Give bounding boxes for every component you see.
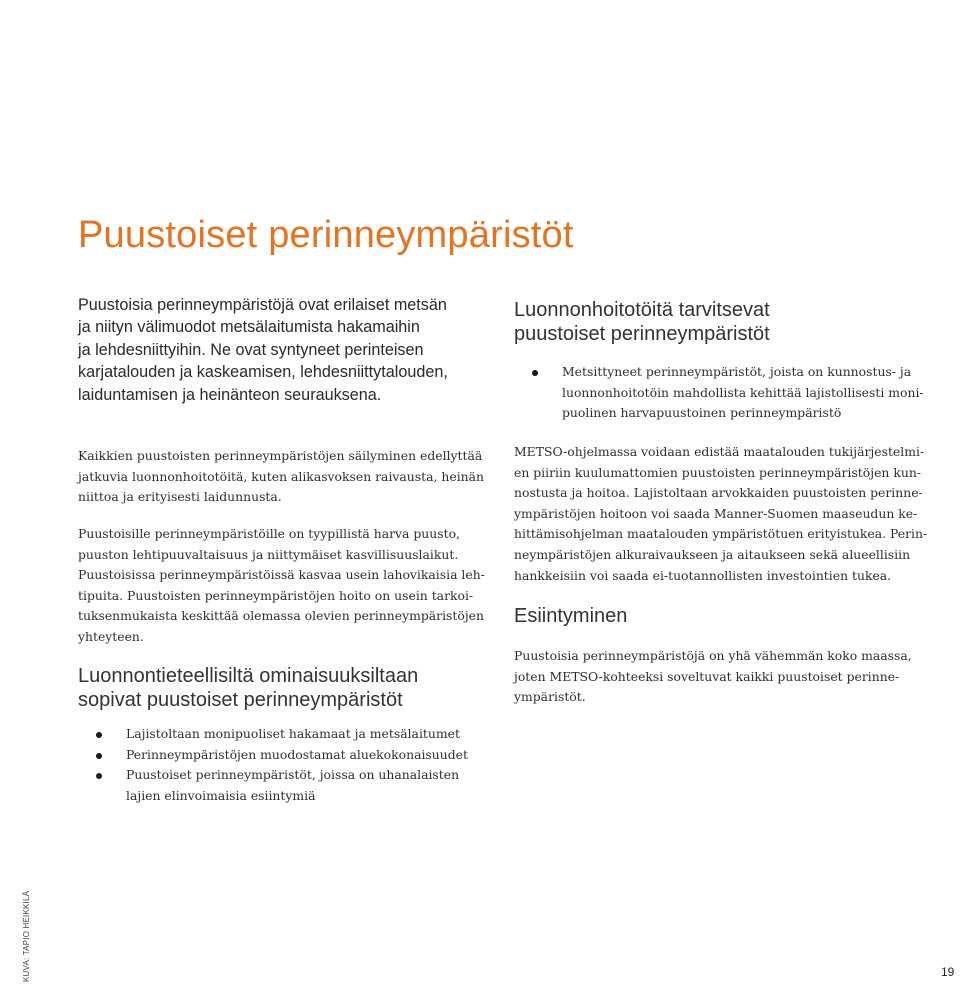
subhead-natural-science — [78, 664, 418, 712]
text-line: tuksenmukaista keskittää olemassa olevien perinneympäristöjen — [78, 608, 484, 624]
bullet-list-suitable — [78, 724, 518, 806]
text-line: Puustoisille perinneympäristöille on tyypillistä harva puusto, — [78, 526, 460, 541]
text-line: niittoa ja erityisesti laidunnusta. — [78, 489, 282, 505]
list-item-text: luonnonhoitotöin mahdollista kehittää lajistollisesti moni- — [562, 384, 924, 400]
lead-line: ja niityn välimuodot metsälaitumista hakamaihin — [78, 318, 420, 337]
subhead-line: sopivat puustoiset perinneympäristöt — [78, 689, 403, 711]
text-line: ympäristöjen hoitoon voi saada Manner-Suomen maaseudun ke- — [514, 505, 918, 521]
text-line: ympäristöt. — [514, 689, 586, 705]
list-item-text: lajien elinvoimaisia esiintymiä — [126, 787, 316, 803]
list-item — [78, 724, 518, 745]
list-item-text: Perinneympäristöjen muodostamat aluekokonaisuudet — [126, 746, 468, 762]
list-item — [78, 745, 518, 766]
page-title: Puustoiset perinneympäristöt — [78, 214, 574, 256]
text-line: Puustoisissa perinneympäristöissä kasvaa usein lahovikaisia leh- — [78, 567, 485, 583]
text-line: METSO-ohjelmassa voidaan edistää maatalouden tukijärjestelmi- — [514, 444, 925, 459]
text-line: nostusta ja hoitoa. Lajistoltaan arvokkaiden puustoisten perinne- — [514, 485, 923, 501]
text-line: jatkuvia luonnonhoitotöitä, kuten alikasvoksen raivausta, heinän — [78, 468, 485, 484]
page-number: 19 — [941, 965, 955, 979]
photo-credit: KUVA: TAPIO HEIKKILÄ — [22, 890, 31, 982]
list-item-text: Puustoiset perinneympäristöt, joissa on uhanalaisten — [126, 767, 460, 783]
body-paragraph-metso — [514, 442, 934, 586]
subhead-maintenance-needed — [514, 298, 770, 346]
body-paragraph-maintenance — [78, 446, 498, 508]
subhead-line: puustoiset perinneympäristöt — [514, 323, 770, 345]
lead-line: laiduntamisen ja heinänteon seurauksena. — [78, 385, 382, 404]
body-paragraph-occurrence — [514, 646, 934, 708]
bullet-icon — [96, 732, 102, 738]
lead-line: Puustoisia perinneympäristöjä ovat erilaiset metsän — [78, 296, 447, 314]
text-line: yhteyteen. — [78, 628, 144, 644]
text-line: joten METSO-kohteeksi soveltuvat kaikki puustoiset perinne- — [514, 668, 900, 684]
subhead-occurrence — [514, 604, 627, 628]
text-line: puuston lehtipuuvaltaisuus ja niittymäiset kasvillisuuslaikut. — [78, 546, 459, 562]
list-item-text: puolinen harvapuustoinen perinneympäristö — [562, 405, 842, 421]
bullet-icon — [96, 773, 102, 779]
lead-line: ja lehdesniittyihin. Ne ovat syntyneet perinteisen — [78, 340, 424, 359]
text-line: hittämisohjelman maatalouden ympäristötuen erityistukea. Perin- — [514, 526, 928, 542]
text-line: hankkeisiin voi saada ei-tuotannollisten investointien tukea. — [514, 567, 892, 583]
subhead-line: Luonnontieteellisiltä ominaisuuksiltaan — [78, 665, 419, 687]
bullet-list-maintenance — [514, 362, 954, 424]
list-item — [514, 362, 954, 424]
subhead-line: Luonnonhoitotöitä tarvitsevat — [514, 299, 770, 321]
list-item-text: Lajistoltaan monipuoliset hakamaat ja metsälaitumet — [126, 726, 460, 741]
body-paragraph-characteristics — [78, 524, 498, 648]
list-item-text: Metsittyneet perinneympäristöt, joista on kunnostus- ja — [562, 364, 912, 379]
bullet-icon — [532, 370, 538, 376]
text-line: neympäristöjen alkuraivaukseen ja aitaukseen sekä alueellisiin — [514, 546, 911, 562]
list-item — [78, 765, 518, 806]
text-line: Puustoisia perinneympäristöjä on yhä vähemmän koko maassa, — [514, 648, 912, 663]
text-line: en piiriin kuulumattomien puustoisten perinneympäristöjen kun- — [514, 464, 921, 480]
subhead-line: Esiintyminen — [514, 605, 628, 627]
text-line: tipuita. Puustoisten perinneympäristöjen hoito on usein tarkoi- — [78, 587, 474, 603]
text-line: Kaikkien puustoisten perinneympäristöjen säilyminen edellyttää — [78, 448, 483, 463]
lead-paragraph — [78, 294, 498, 406]
bullet-icon — [96, 753, 102, 759]
lead-line: karjatalouden ja kaskeamisen, lehdesniittytalouden, — [78, 363, 448, 382]
